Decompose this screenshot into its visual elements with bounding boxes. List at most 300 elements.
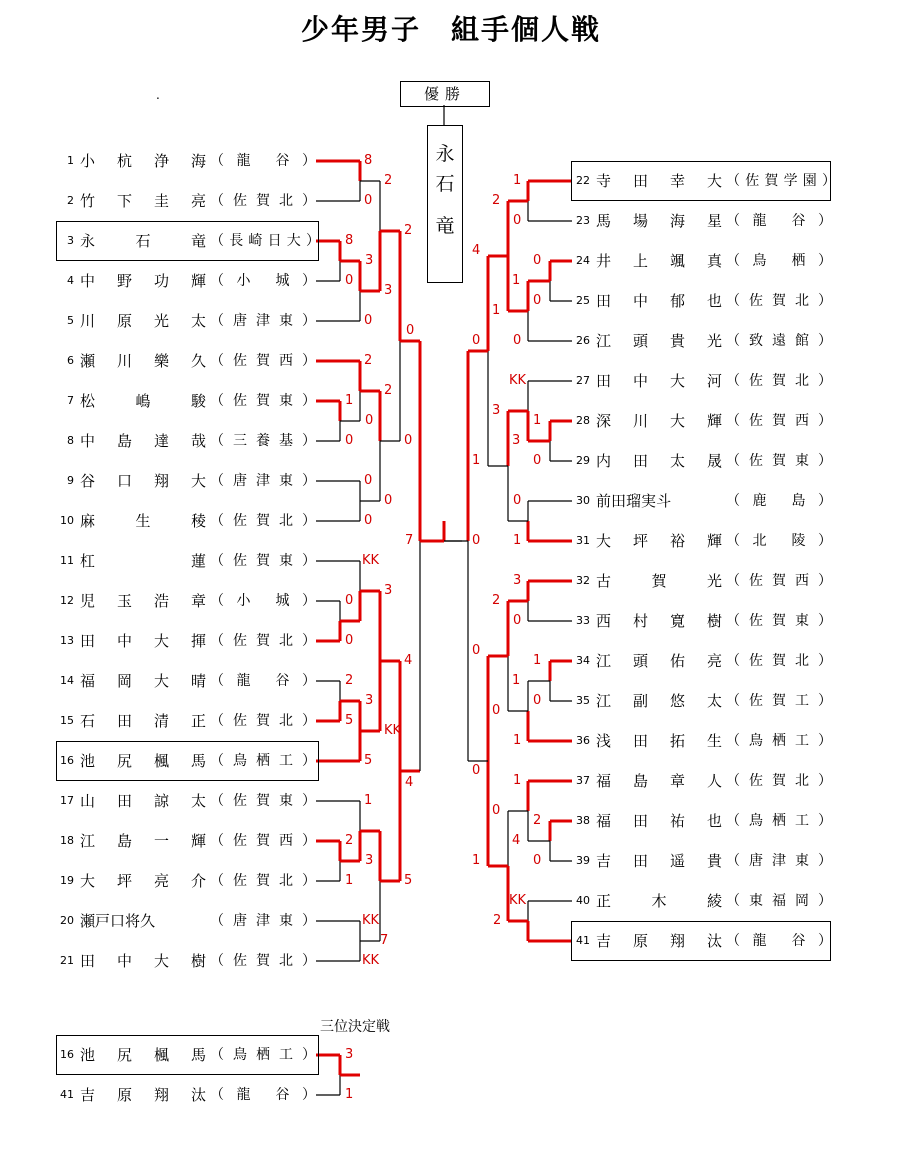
team-char: 栖 — [772, 813, 786, 829]
score-label: 7 — [405, 533, 414, 548]
score-label: 0 — [533, 253, 542, 268]
team-char: 西 — [279, 353, 293, 369]
name-char: 清 — [153, 712, 169, 730]
name-char: 吉 — [80, 1086, 96, 1104]
team-char: 北 — [795, 773, 809, 789]
score-label: 2 — [384, 173, 393, 188]
name-char: 場 — [632, 212, 648, 230]
player-number: 40 — [576, 894, 590, 907]
team-char: （ — [726, 173, 740, 189]
name-char: 池 — [80, 752, 96, 770]
player-number: 31 — [576, 534, 590, 547]
name-char: 原 — [116, 1086, 132, 1104]
name-char: 池 — [80, 1046, 96, 1064]
team-char: （ — [210, 713, 224, 729]
team-char: 工 — [795, 733, 809, 749]
name-char: 川 — [116, 352, 132, 370]
score-label: 8 — [345, 233, 354, 248]
team-char: 岡 — [795, 893, 809, 909]
name-char: 坪 — [116, 872, 132, 890]
player-number: 9 — [67, 474, 74, 487]
player-number: 20 — [60, 914, 74, 927]
name-char: 正 — [190, 712, 206, 730]
team-char: 北 — [279, 513, 293, 529]
team-char: 佐 — [233, 793, 247, 809]
team-char: （ — [210, 593, 224, 609]
team-char: 栖 — [791, 253, 806, 269]
score-label: KK — [362, 953, 380, 968]
name-char: 斗 — [656, 492, 672, 510]
champion-name-char: 永 — [435, 143, 455, 165]
score-label: 2 — [384, 383, 393, 398]
name-char: 田 — [80, 632, 96, 650]
score-label: 3 — [512, 433, 521, 448]
name-char: 樂 — [153, 352, 169, 370]
team-char: 津 — [256, 473, 270, 489]
team-char: ） — [818, 733, 832, 749]
name-char: 翔 — [153, 1086, 169, 1104]
score-label: 1 — [345, 393, 354, 408]
name-char: 福 — [596, 772, 612, 790]
name-char: 真 — [706, 252, 722, 270]
team-char: 栖 — [256, 1047, 270, 1063]
team-char: ） — [818, 893, 832, 909]
team-char: （ — [726, 413, 740, 429]
name-char: 久 — [190, 352, 206, 370]
name-char: 光 — [706, 332, 722, 350]
score-label: 1 — [513, 773, 522, 788]
score-label: 2 — [492, 193, 501, 208]
name-char: 大 — [669, 372, 685, 390]
name-char: 石 — [135, 232, 151, 250]
player-number: 36 — [576, 734, 590, 747]
team-char: 東 — [279, 793, 293, 809]
team-char: 鳥 — [752, 253, 767, 269]
player-number: 6 — [67, 354, 74, 367]
team-char: （ — [726, 533, 740, 549]
champion-name-char: 竜 — [435, 215, 455, 237]
score-label: 0 — [533, 693, 542, 708]
score-label: 0 — [472, 533, 481, 548]
player-number: 7 — [67, 394, 74, 407]
team-char: ） — [302, 353, 316, 369]
team-char: 龍 — [236, 673, 251, 689]
team-char: （ — [726, 573, 740, 589]
name-char: 大 — [596, 532, 612, 550]
name-char: 也 — [706, 292, 722, 310]
team-char: 佐 — [233, 553, 247, 569]
name-char: 大 — [153, 672, 169, 690]
name-char: 田 — [116, 712, 132, 730]
score-label: 3 — [365, 693, 374, 708]
name-char: 大 — [190, 472, 206, 490]
team-char: 谷 — [275, 153, 290, 169]
name-char: 川 — [632, 412, 648, 430]
team-char: 賀 — [256, 953, 270, 969]
team-char: 北 — [795, 373, 809, 389]
name-char: 浄 — [153, 152, 169, 170]
player-number: 37 — [576, 774, 590, 787]
team-char: ） — [818, 213, 832, 229]
score-label: 3 — [365, 853, 374, 868]
score-label: 0 — [364, 473, 373, 488]
team-char: 谷 — [275, 673, 290, 689]
player-number: 27 — [576, 374, 590, 387]
team-char: （ — [726, 653, 740, 669]
score-label: 1 — [472, 453, 481, 468]
team-char: 佐 — [749, 613, 763, 629]
player-number: 2 — [67, 194, 74, 207]
name-char: 田 — [632, 852, 648, 870]
name-char: 生 — [135, 512, 151, 530]
name-char: 介 — [190, 872, 206, 890]
team-char: 大 — [286, 233, 301, 249]
team-char: ） — [302, 1047, 316, 1063]
team-char: 工 — [279, 753, 293, 769]
player-number: 30 — [576, 494, 590, 507]
team-char: 賀 — [772, 613, 786, 629]
name-char: 寛 — [669, 612, 685, 630]
team-char: 北 — [752, 533, 767, 549]
name-char: 川 — [80, 312, 96, 330]
team-char: 賀 — [772, 293, 786, 309]
name-char: 口 — [116, 472, 132, 490]
player-number: 14 — [60, 674, 74, 687]
name-char: 賀 — [651, 572, 667, 590]
team-char: 賀 — [256, 873, 270, 889]
team-char: 賀 — [256, 793, 270, 809]
team-char: 佐 — [749, 453, 763, 469]
team-char: ） — [302, 193, 316, 209]
team-char: 養 — [256, 433, 270, 449]
team-char: 谷 — [275, 1087, 290, 1103]
name-char: 汰 — [190, 1086, 206, 1104]
name-char: 太 — [669, 452, 685, 470]
team-char: 佐 — [749, 373, 763, 389]
score-label: 7 — [380, 933, 389, 948]
name-char: 太 — [190, 312, 206, 330]
team-char: （ — [210, 833, 224, 849]
name-char: 馬 — [190, 752, 206, 770]
team-char: 北 — [279, 873, 293, 889]
team-char: ） — [821, 173, 836, 189]
team-char: （ — [210, 193, 224, 209]
champion-header: 優勝 — [400, 81, 490, 107]
name-char: 翔 — [669, 932, 685, 950]
score-label: 0 — [404, 433, 413, 448]
team-char: ） — [302, 913, 316, 929]
name-char: 上 — [632, 252, 648, 270]
name-char: 拓 — [669, 732, 685, 750]
player-number: 23 — [576, 214, 590, 227]
team-char: 鳥 — [233, 753, 247, 769]
name-char: 河 — [706, 372, 722, 390]
team-char: ） — [302, 433, 316, 449]
player-number: 13 — [60, 634, 74, 647]
team-char: 北 — [795, 653, 809, 669]
name-char: 汰 — [706, 932, 722, 950]
name-char: 晴 — [190, 672, 206, 690]
team-char: 賀 — [772, 573, 786, 589]
team-char: ） — [818, 413, 832, 429]
team-char: 賀 — [772, 453, 786, 469]
team-char: 工 — [279, 1047, 293, 1063]
name-char: 西 — [596, 612, 612, 630]
team-char: 城 — [275, 593, 290, 609]
name-char: 大 — [706, 172, 722, 190]
team-char: 工 — [795, 693, 809, 709]
score-label: 4 — [472, 243, 481, 258]
name-char: 前 — [596, 492, 612, 510]
team-char: ） — [302, 473, 316, 489]
team-char: ） — [818, 453, 832, 469]
name-char: 杭 — [116, 152, 132, 170]
team-char: 日 — [267, 233, 282, 249]
score-label: KK — [362, 553, 380, 568]
team-char: ） — [818, 373, 832, 389]
team-char: 学 — [783, 173, 798, 189]
name-char: 江 — [596, 652, 612, 670]
team-char: 唐 — [233, 913, 247, 929]
team-char: 工 — [795, 813, 809, 829]
name-char: 祐 — [669, 812, 685, 830]
team-char: ） — [302, 953, 316, 969]
score-label: 0 — [513, 333, 522, 348]
team-char: 鹿 — [752, 493, 767, 509]
team-char: 佐 — [233, 873, 247, 889]
team-char: （ — [726, 853, 740, 869]
name-char: 中 — [632, 372, 648, 390]
team-char: （ — [210, 913, 224, 929]
score-label: 0 — [364, 193, 373, 208]
team-char: ） — [818, 613, 832, 629]
score-label: 2 — [345, 673, 354, 688]
name-char: 裕 — [669, 532, 685, 550]
team-char: 北 — [279, 953, 293, 969]
name-char: 田 — [80, 952, 96, 970]
name-char: 郁 — [669, 292, 685, 310]
team-char: 賀 — [256, 353, 270, 369]
team-char: 北 — [279, 193, 293, 209]
name-char: 岡 — [116, 672, 132, 690]
player-number: 34 — [576, 654, 590, 667]
name-char: 中 — [632, 292, 648, 310]
team-char: 館 — [795, 333, 809, 349]
team-char: （ — [726, 733, 740, 749]
third-place-label: 三位決定戦 — [320, 1019, 390, 1035]
name-char: 圭 — [153, 192, 169, 210]
score-label: 1 — [345, 873, 354, 888]
score-label: 2 — [345, 833, 354, 848]
name-char: 瀬 — [80, 912, 96, 930]
score-label: 1 — [364, 793, 373, 808]
team-char: 唐 — [233, 473, 247, 489]
team-char: 龍 — [752, 213, 767, 229]
player-number: 21 — [60, 954, 74, 967]
name-char: 野 — [116, 272, 132, 290]
team-char: ） — [818, 333, 832, 349]
team-char: 佐 — [233, 353, 247, 369]
score-label: 0 — [345, 593, 354, 608]
player-box — [571, 161, 831, 201]
player-number: 3 — [67, 234, 74, 247]
name-char: 綾 — [706, 892, 722, 910]
name-char: 原 — [632, 932, 648, 950]
team-char: （ — [726, 773, 740, 789]
name-char: 将 — [125, 912, 141, 930]
team-char: ） — [302, 273, 316, 289]
name-char: 亮 — [153, 872, 169, 890]
team-char: 賀 — [256, 393, 270, 409]
team-char: 東 — [279, 473, 293, 489]
name-char: 杠 — [80, 552, 96, 570]
team-char: ） — [302, 593, 316, 609]
team-char: （ — [726, 213, 740, 229]
player-number: 22 — [576, 174, 590, 187]
score-label: 2 — [493, 913, 502, 928]
score-label: 1 — [492, 303, 501, 318]
team-char: 西 — [279, 833, 293, 849]
score-label: 3 — [384, 583, 393, 598]
name-char: 江 — [80, 832, 96, 850]
player-number: 24 — [576, 254, 590, 267]
score-label: 3 — [492, 403, 501, 418]
name-char: 児 — [80, 592, 96, 610]
score-label: 2 — [364, 353, 373, 368]
team-char: 佐 — [233, 633, 247, 649]
team-char: （ — [210, 393, 224, 409]
team-char: 栖 — [772, 733, 786, 749]
name-char: 太 — [706, 692, 722, 710]
player-number: 17 — [60, 794, 74, 807]
team-char: 賀 — [772, 693, 786, 709]
team-char: （ — [726, 333, 740, 349]
player-number: 16 — [60, 754, 74, 767]
name-char: 副 — [632, 692, 648, 710]
score-label: 2 — [404, 223, 413, 238]
name-char: 実 — [641, 492, 657, 510]
name-char: 星 — [706, 212, 722, 230]
player-number: 38 — [576, 814, 590, 827]
team-char: （ — [210, 793, 224, 809]
team-char: （ — [726, 933, 740, 949]
team-char: （ — [210, 233, 224, 249]
score-label: 1 — [345, 1087, 354, 1102]
team-char: 東 — [279, 313, 293, 329]
score-label: KK — [509, 893, 527, 908]
team-char: ） — [818, 773, 832, 789]
team-char: （ — [726, 813, 740, 829]
team-char: 佐 — [233, 953, 247, 969]
team-char: 佐 — [749, 573, 763, 589]
player-number: 39 — [576, 854, 590, 867]
score-label: 5 — [345, 713, 354, 728]
name-char: 島 — [632, 772, 648, 790]
name-char: 竹 — [80, 192, 96, 210]
name-char: 尻 — [116, 1046, 132, 1064]
team-char: ） — [302, 713, 316, 729]
name-char: 馬 — [596, 212, 612, 230]
player-box — [56, 221, 319, 261]
score-label: 0 — [513, 613, 522, 628]
name-char: 颯 — [669, 252, 685, 270]
team-char: （ — [210, 953, 224, 969]
player-number: 11 — [60, 554, 74, 567]
player-number: 35 — [576, 694, 590, 707]
name-char: 正 — [596, 892, 612, 910]
team-char: 小 — [236, 593, 251, 609]
name-char: 輝 — [190, 832, 206, 850]
score-label: 0 — [533, 853, 542, 868]
name-char: 嶋 — [135, 392, 151, 410]
player-box — [56, 1035, 319, 1075]
name-char: 田 — [596, 372, 612, 390]
name-char: 吉 — [596, 932, 612, 950]
name-char: 永 — [80, 232, 96, 250]
team-char: ） — [818, 253, 832, 269]
player-number: 41 — [576, 934, 590, 947]
score-label: 0 — [472, 333, 481, 348]
player-number: 41 — [60, 1088, 74, 1101]
team-char: 津 — [256, 913, 270, 929]
team-char: ） — [302, 313, 316, 329]
stray-dot: . — [156, 88, 160, 102]
score-label: 0 — [472, 763, 481, 778]
team-char: ） — [818, 853, 832, 869]
name-char: 石 — [80, 712, 96, 730]
team-char: 致 — [749, 333, 763, 349]
name-char: 悠 — [669, 692, 685, 710]
name-char: 内 — [596, 452, 612, 470]
team-char: （ — [210, 753, 224, 769]
team-char: ） — [818, 813, 832, 829]
score-label: 0 — [513, 493, 522, 508]
name-char: 瑠 — [626, 492, 642, 510]
team-char: ） — [818, 293, 832, 309]
team-char: 佐 — [233, 833, 247, 849]
team-char: （ — [210, 1047, 224, 1063]
team-char: 賀 — [256, 833, 270, 849]
name-char: 江 — [596, 332, 612, 350]
team-char: 基 — [279, 433, 293, 449]
team-char: （ — [210, 313, 224, 329]
team-char: 城 — [275, 273, 290, 289]
player-number: 16 — [60, 1048, 74, 1061]
score-label: 3 — [345, 1047, 354, 1062]
name-char: 大 — [80, 872, 96, 890]
name-char: 古 — [596, 572, 612, 590]
team-char: 佐 — [233, 193, 247, 209]
team-char: 佐 — [233, 513, 247, 529]
team-char: 長 — [229, 233, 244, 249]
team-char: （ — [726, 453, 740, 469]
name-char: 一 — [153, 832, 169, 850]
name-char: 光 — [706, 572, 722, 590]
team-char: （ — [210, 1087, 224, 1103]
team-char: 賀 — [764, 173, 779, 189]
name-char: 馬 — [190, 1046, 206, 1064]
score-label: 1 — [513, 173, 522, 188]
team-char: 三 — [233, 433, 247, 449]
team-char: 佐 — [233, 713, 247, 729]
team-char: 唐 — [233, 313, 247, 329]
player-number: 12 — [60, 594, 74, 607]
score-label: 0 — [406, 323, 415, 338]
score-label: 0 — [492, 803, 501, 818]
team-char: 鳥 — [749, 813, 763, 829]
champion-name-char: 石 — [435, 173, 455, 195]
team-char: （ — [210, 153, 224, 169]
